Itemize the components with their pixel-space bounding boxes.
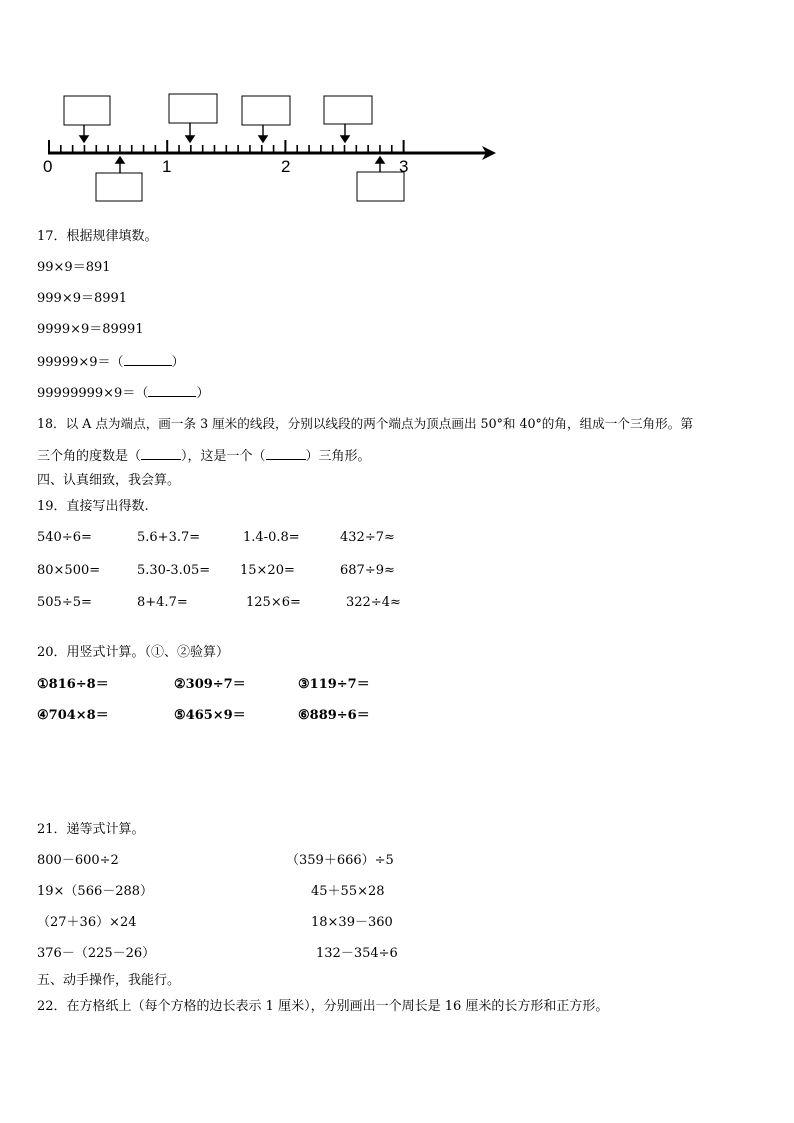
q19-r1-c4: 432÷7≈ xyxy=(340,530,395,545)
q21-r3-c2: 18×39－360 xyxy=(311,915,393,930)
q18-answer-blank-1[interactable] xyxy=(141,447,181,460)
q21-r3-c1: （27＋36）×24 xyxy=(37,915,137,930)
q20-r2-c2: ⑤465×9＝ xyxy=(174,708,246,723)
q20-title: 20．用竖式计算。（①、②验算） xyxy=(37,645,230,660)
q17-line-1: 99×9＝891 xyxy=(37,260,111,275)
q21-r2-c2: 45＋55×28 xyxy=(311,884,385,899)
q19-r2-c4: 687÷9≈ xyxy=(340,563,395,578)
tick-label-3: 3 xyxy=(399,157,409,176)
q18-answer-blank-2[interactable] xyxy=(266,447,306,460)
tick-label-2: 2 xyxy=(281,157,291,176)
q18-line-2 xyxy=(37,447,371,465)
answer-box-above-2 xyxy=(169,94,217,123)
q17-fill-2 xyxy=(37,384,209,402)
answer-box-above-4 xyxy=(324,96,372,124)
q17-fill-1 xyxy=(37,353,185,371)
q19-r1-c2: 5.6+3.7= xyxy=(137,530,201,545)
q17-line-3: 9999×9＝89991 xyxy=(37,322,144,337)
q19-r2-c3: 15×20= xyxy=(240,563,295,578)
arrow-down-2-head xyxy=(186,136,194,142)
q20-r2-c3: ⑥889÷6＝ xyxy=(298,708,370,723)
q21-r4-c1: 376－（225－26） xyxy=(37,946,156,961)
q19-r3-c2: 8+4.7= xyxy=(137,595,188,610)
q18-line-2-b: ），这是一个（ xyxy=(181,449,266,464)
q18-line-2-c: ）三角形。 xyxy=(305,449,371,464)
q19-title: 19．直接写出得数. xyxy=(37,499,149,514)
q20-r1-c1: ①816÷8＝ xyxy=(37,677,109,692)
q19-r1-c1: 540÷6= xyxy=(37,530,92,545)
q20-r1-c2: ②309÷7＝ xyxy=(174,677,246,692)
q17-fill-1-suffix: ） xyxy=(171,355,185,370)
q19-r2-c2: 5.30-3.05= xyxy=(137,563,211,578)
q19-r2-c1: 80×500= xyxy=(37,563,101,578)
q21-r1-c2: （359＋666）÷5 xyxy=(286,853,394,868)
q20-r2-c1: ④704×8＝ xyxy=(37,708,109,723)
answer-box-above-1 xyxy=(64,96,110,125)
arrow-down-4-head xyxy=(341,136,349,142)
q21-r4-c2: 132－354÷6 xyxy=(316,946,398,961)
answer-box-above-3 xyxy=(242,96,290,125)
q21-title: 21．递等式计算。 xyxy=(37,822,145,837)
q17-fill-2-prefix: 99999999×9＝（ xyxy=(37,386,149,401)
q22-title: 22．在方格纸上（每个方格的边长表示 1 厘米），分别画出一个周长是 16 厘米的长方形和正方形。 xyxy=(37,999,609,1014)
q19-r3-c4: 322÷4≈ xyxy=(346,595,401,610)
q17-answer-blank-2[interactable] xyxy=(148,384,196,397)
q17-fill-1-prefix: 99999×9＝（ xyxy=(37,355,124,370)
q20-r1-c3: ③119÷7＝ xyxy=(298,677,370,692)
q17-title: 17．根据规律填数。 xyxy=(37,229,158,244)
section-5-title: 五、动手操作，我能行。 xyxy=(37,973,181,988)
q19-r1-c3: 1.4-0.8= xyxy=(243,530,300,545)
q19-r3-c1: 505÷5= xyxy=(37,595,92,610)
tick-label-0: 0 xyxy=(43,157,53,176)
arrow-up-1-head xyxy=(116,157,124,163)
tick-label-1: 1 xyxy=(162,157,172,176)
arrow-down-1-head xyxy=(80,136,88,142)
answer-box-below-1 xyxy=(96,173,142,201)
q21-r1-c1: 800－600÷2 xyxy=(37,853,119,868)
number-line-figure xyxy=(0,0,520,210)
q18-line-1: 18．以 A 点为端点，画一条 3 厘米的线段，分别以线段的两个端点为顶点画出 50°和 40°的角，组成一个三角形。第 xyxy=(37,416,693,431)
arrow-down-3-head xyxy=(259,136,267,142)
q17-fill-2-suffix: ） xyxy=(196,386,210,401)
arrow-up-2-head xyxy=(376,157,384,163)
q19-r3-c3: 125×6= xyxy=(246,595,301,610)
answer-box-below-2 xyxy=(357,172,404,201)
number-line-ticks xyxy=(49,140,404,153)
q18-line-2-a: 三个角的度数是（ xyxy=(37,449,142,464)
q17-answer-blank-1[interactable] xyxy=(124,353,172,366)
q17-line-2: 999×9＝8991 xyxy=(37,291,128,306)
q21-r2-c1: 19×（566－288） xyxy=(37,884,154,899)
section-4-title: 四、认真细致，我会算。 xyxy=(37,473,181,488)
